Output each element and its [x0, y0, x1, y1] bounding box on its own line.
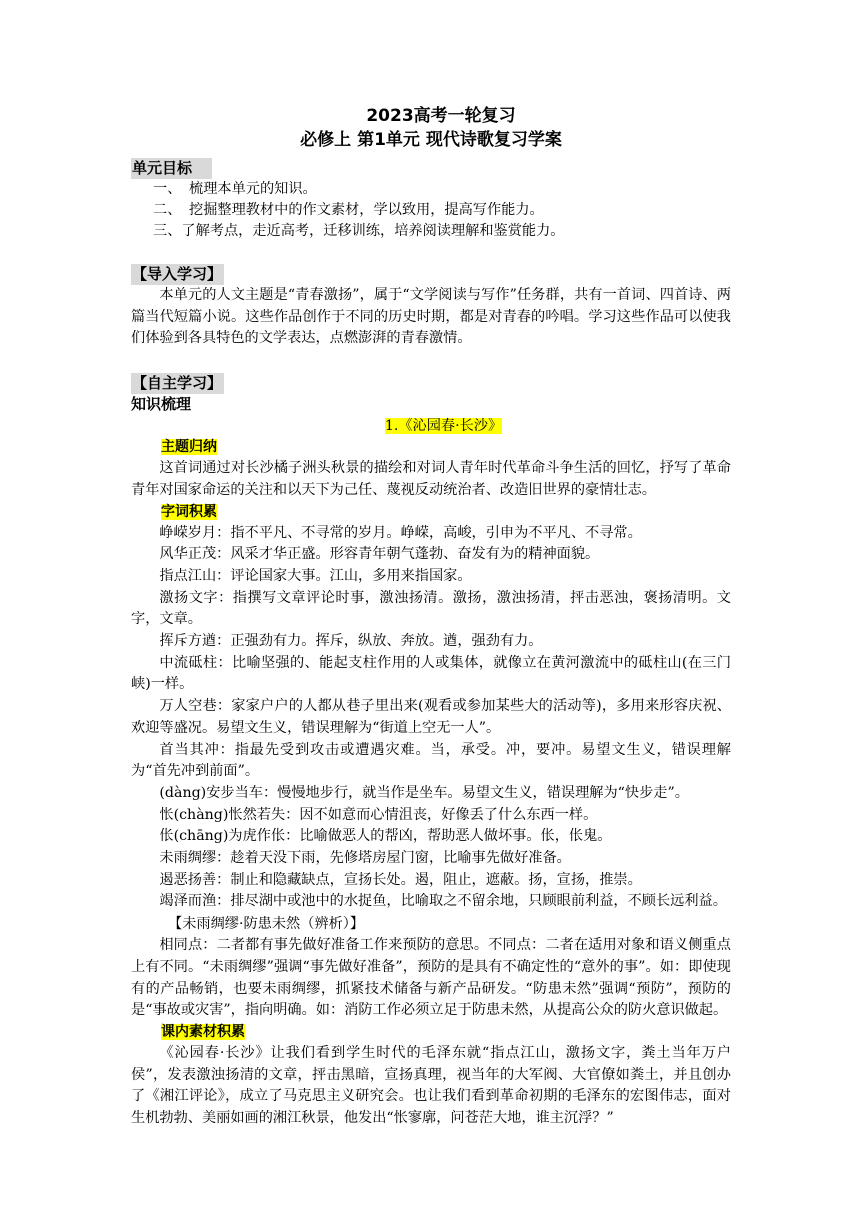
vocab-entry: 首当其冲：指最先受到攻击或遭遇灾难。当，承受。冲，要冲。易望文生义，错误理解为“首先冲到前面”。: [131, 741, 731, 780]
materials-label: 课内素材积累: [161, 1023, 245, 1040]
intro-paragraph: 本单元的人文主题是“青春激扬”，属于“文学阅读与写作”任务群，共有一首词、四首诗、两篇当代短篇小说。这些作品创作于不同的历史时期，都是对青春的吟唱。学习这些作品可以使我们体验到各具特色的文学表达，点燃澎湃的青春激情。: [131, 287, 731, 347]
materials-paragraph: 《沁园春·长沙》让我们看到学生时代的毛泽东就“指点江山，激扬文字，粪土当年万户侯”，发表激浊扬清的文章，抨击黑暗，宣扬真理，视当年的大军阀、大官僚如粪土，并且创办了《湘江评论》，成立了马克思主义研究会。也让我们看到革命初期的毛泽东的宏图伟志，面对生机勃勃、美丽如画的湘江秋景，他发出“怅寥廓，问苍茫大地，谁主沉浮？”: [131, 1044, 731, 1127]
vocab-entry: 遏恶扬善：制止和隐藏缺点，宣扬长处。遏，阻止，遮蔽。扬，宣扬，推崇。: [159, 871, 642, 888]
vocab-entry: 激扬文字：指撰写文章评论时事，激浊扬清。激扬，激浊扬清，抨击恶浊，褒扬清明。文字，文章。: [131, 589, 731, 628]
document-page: [131, 104, 731, 1130]
vocab-entry: 竭泽而渔：排尽湖中或池中的水捉鱼，比喻取之不留余地，只顾眼前利益，不顾长远利益。: [159, 893, 727, 910]
goal-text: 三、了解考点，走近高考，迁移训练，培养阅读理解和鉴赏能力。: [153, 223, 565, 239]
vocab-entry: 峥嵘岁月：指不平凡、不寻常的岁月。峥嵘，高峻，引申为不平凡、不寻常。: [159, 524, 642, 541]
poem-title: [156, 415, 731, 437]
goal-item: [131, 179, 731, 200]
vocab-entry: 怅(chàng)怅然若失：因不如意而心情沮丧，好像丢了什么东西一样。: [159, 806, 598, 823]
goal-text: 挖掘整理教材中的作文素材，学以致用，提高写作能力。: [189, 202, 544, 218]
goal-item: [131, 221, 731, 242]
document-subtitle: 必修上 第1单元 现代诗歌复习学案: [300, 130, 562, 150]
goal-item: [131, 200, 731, 221]
vocab-entry: 挥斥方遒：正强劲有力。挥斥，纵放、奔放。遒，强劲有力。: [159, 633, 543, 650]
theme-label: 主题归纳: [161, 439, 217, 456]
self-study-heading: 【自主学习】: [132, 374, 223, 393]
vocab-entry: 风华正茂：风采才华正盛。形容青年朝气蓬勃、奋发有为的精神面貌。: [159, 546, 600, 563]
goal-number: 一、: [153, 181, 182, 197]
distinction-paragraph: 相同点：二者都有事先做好准备工作来预防的意思。不同点：二者在适用对象和语义侧重点上有不同。“未雨绸缪”强调“事先做好准备”，预防的是具有不确定性的“意外的事”。如：即使现有的产品畅销，也要未雨绸缪，抓紧技术储备与新产品研发。“防患未然”强调“预防”，预防的是“事故或灾害”，指向明确。如：消防工作必须立足于防患未然，从提高公众的防火意识做起。: [131, 937, 731, 1019]
intro-heading: 【导入学习】: [132, 265, 223, 283]
document-title: 2023高考一轮复习: [366, 106, 516, 126]
vocab-list: [131, 523, 731, 914]
distinction-heading: 【未雨绸缪·防患未然（辨析）】: [168, 916, 365, 933]
vocab-entry: 中流砥柱：比喻坚强的、能起支柱作用的人或集体，就像立在黄河激流中的砥柱山(在三门峡)一样。: [131, 654, 731, 693]
vocab-entry: (dàng)安步当车：慢慢地步行，就当作是坐车。易望文生义，错误理解为“快步走”。: [159, 784, 689, 801]
unit-goals-heading: 单元目标: [131, 158, 212, 179]
theme-paragraph: 这首词通过对长沙橘子洲头秋景的描绘和对词人青年时代革命斗争生活的回忆，抒写了革命青年对国家命运的关注和以天下为己任、蔑视反动统治者、改造旧世界的豪情壮志。: [131, 460, 731, 498]
vocab-entry: 未雨绸缪：趁着天没下雨，先修塔房屋门窗，比喻事先做好准备。: [159, 850, 571, 867]
knowledge-heading: 知识梳理: [131, 395, 192, 414]
vocab-entry: 伥(chāng)为虎作伥：比喻做恶人的帮凶，帮助恶人做坏事。伥，伥鬼。: [159, 828, 612, 845]
vocab-entry: 万人空巷：家家户户的人都从巷子里出来(观看或参加某些大的活动等)，多用来形容庆祝、欢迎等盛况。易望文生义，错误理解为“街道上空无一人”。: [131, 698, 731, 736]
goal-text: 梳理本单元的知识。: [189, 181, 317, 197]
unit-goals-list: [131, 179, 731, 242]
vocab-label: 字词积累: [161, 503, 217, 520]
poem-title-text: 1.《沁园春·长沙》: [384, 418, 503, 435]
goal-number: 二、: [153, 202, 182, 218]
vocab-entry: 指点江山：评论国家大事。江山，多用来指国家。: [159, 567, 472, 584]
